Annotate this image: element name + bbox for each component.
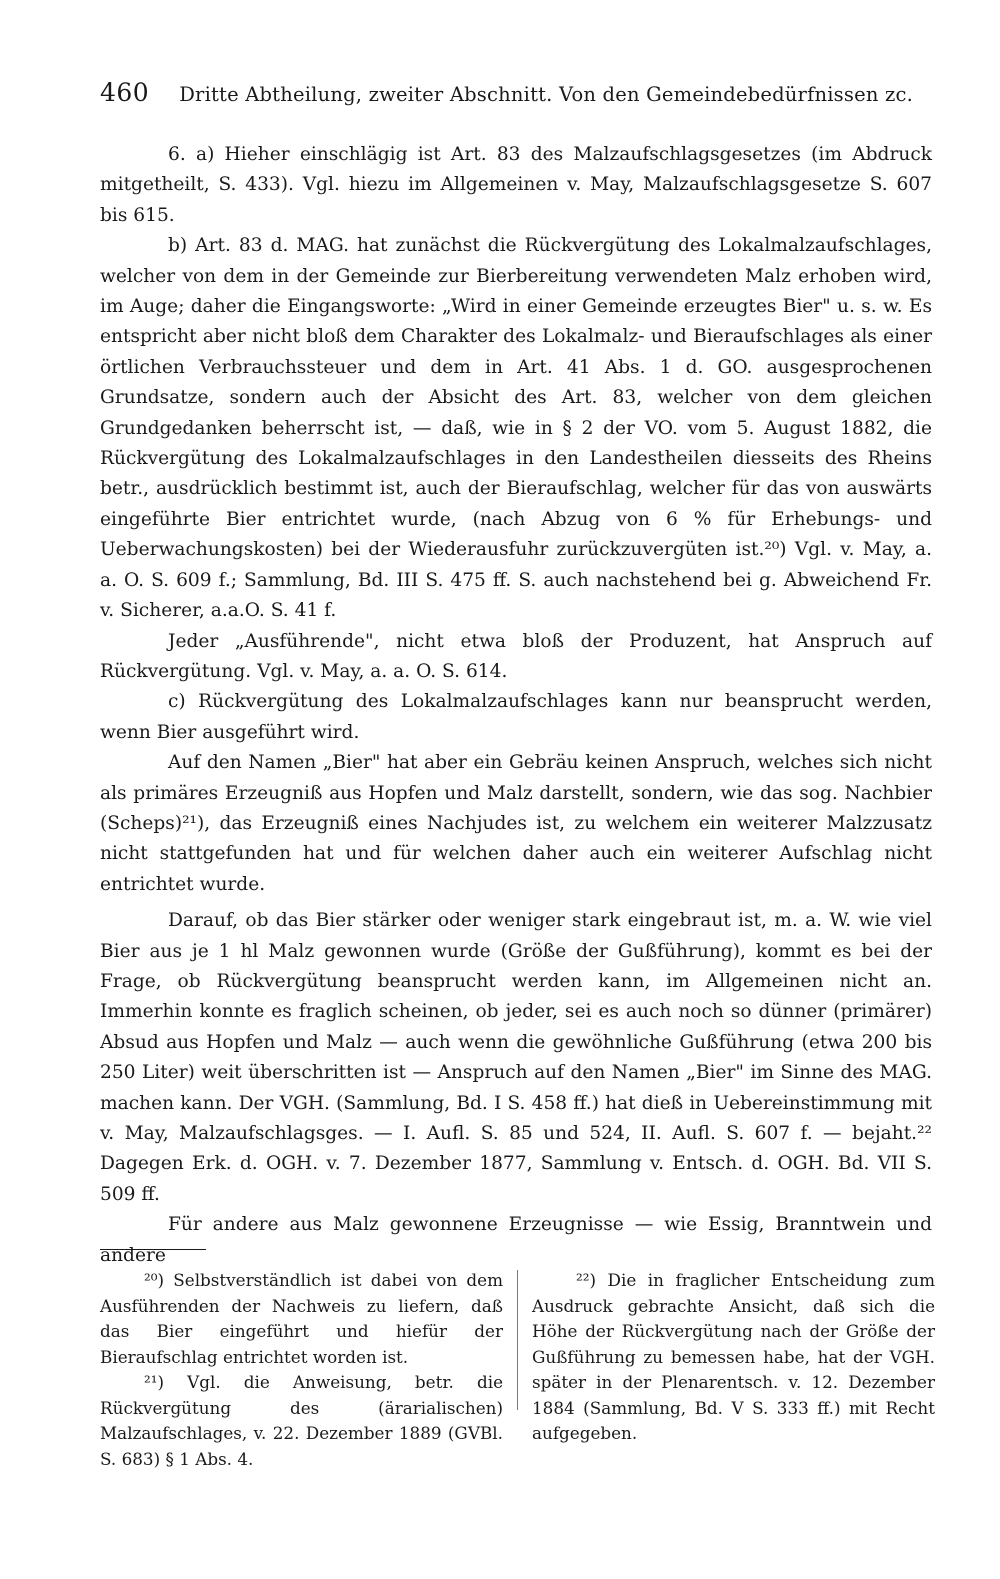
footnote-column-divider <box>517 1270 518 1410</box>
paragraph-ausfuehrende: Jeder „Ausführende", nicht etwa bloß der Produzent, hat Anspruch auf Rückvergütung. Vgl. v. May, a. a. O. S. 614. <box>100 630 932 682</box>
paragraph-andere-erzeugnisse: Für andere aus Malz gewonnene Erzeugnisse — wie Essig, Branntwein und andere <box>100 1214 932 1266</box>
paragraph-6c: c) Rückvergütung des Lokalmalzaufschlages kann nur beansprucht werden, wenn Bier ausgeführt wird. <box>100 691 932 743</box>
paragraph-bier-name: Auf den Namen „Bier" hat aber ein Gebräu keinen Anspruch, welches sich nicht als primäres Erzeugniß aus Hopfen und Malz darstellt, sondern, wie das sog. Nachbier (Scheps)²¹), das Erzeugniß eines Nachjudes ist, zu welchem ein weiterer Malzzusatz nicht stattgefunden hat und für welchen daher auch ein weiterer Aufschlag nicht entrichtet wurde. <box>100 752 932 895</box>
paragraph-gussfuehrung: Darauf, ob das Bier stärker oder weniger stark eingebraut ist, m. a. W. wie viel Bier aus je 1 hl Malz gewonnen wurde (Größe der Gußführung), kommt es bei der Frage, ob Rückvergütung beansprucht werden kann, im Allgemeinen nicht an. Immerhin konnte es fraglich scheinen, ob jeder, sei es auch noch so dünner (primärer) Absud aus Hopfen und Malz — auch wenn die gewöhnliche Gußführung (etwa 200 bis 250 Liter) weit überschritten ist — Anspruch auf den Namen „Bier" im Sinne des MAG. machen kann. Der VGH. (Sammlung, Bd. I S. 458 ff.) hat dieß in Uebereinstimmung mit v. May, Malzaufschlagsges. — I. Aufl. S. 85 und 524, II. Aufl. S. 607 f. — bejaht.²² Dagegen Erk. d. OGH. v. 7. Dezember 1877, Sammlung v. Entsch. d. OGH. Bd. VII S. 509 ff. <box>100 910 932 1205</box>
footnote-22: ²²) Die in fraglicher Entscheidung zum Ausdruck gebrachte Ansicht, daß sich die Höhe der Rückvergütung nach der Größe der Gußführung zu bemessen habe, hat der VGH. später in der Plenarentsch. v. 12. Dezember 1884 (Sammlung, Bd. V S. 333 ff.) mit Recht aufgegeben. <box>532 1270 935 1443</box>
footnotes-right-column <box>532 1268 935 1472</box>
running-title: Dritte Abtheilung, zweiter Abschnitt. Von den Gemeindebedürfnissen zc. <box>179 83 913 106</box>
paragraph-6b: b) Art. 83 d. MAG. hat zunächst die Rückvergütung des Lokalmalzaufschlages, welcher von dem in der Gemeinde zur Bierbereitung verwendeten Malz erhoben wird, im Auge; daher die Eingangsworte: „Wird in einer Gemeinde erzeugtes Bier" u. s. w. Es entspricht aber nicht bloß dem Charakter des Lokalmalz- und Bieraufschlages als einer örtlichen Verbrauchssteuer und dem in Art. 41 Abs. 1 d. GO. ausgesprochenen Grundsatze, sondern auch der Absicht des Art. 83, welcher von dem gleichen Grundgedanken beherrscht ist, — daß, wie in § 2 der VO. vom 5. August 1882, die Rückvergütung des Lokalmalzaufschlages in den Landestheilen diesseits des Rheins betr., ausdrücklich bestimmt ist, auch der Bieraufschlag, welcher für das von auswärts eingeführte Bier entrichtet wurde, (nach Abzug von 6 % für Erhebungs- und Ueberwachungskosten) bei der Wiederausfuhr zurückzuvergüten ist.²⁰) Vgl. v. May, a. a. O. S. 609 f.; Sammlung, Bd. III S. 475 ff. S. auch nachstehend bei g. Abweichend Fr. v. Sicherer, a.a.O. S. 41 f. <box>100 235 932 622</box>
footnotes <box>100 1268 935 1472</box>
footnote-20: ²⁰) Selbstverständlich ist dabei von dem Ausführenden der Nachweis zu liefern, daß das Bier eingeführt und hiefür der Bieraufschlag entrichtet worden ist. <box>100 1270 503 1367</box>
page-number: 460 <box>100 78 150 107</box>
main-text <box>100 140 932 1271</box>
paragraph-6a: 6. a) Hieher einschlägig ist Art. 83 des Malzaufschlagsgesetzes (im Abdruck mitgetheilt, S. 433). Vgl. hiezu im Allgemeinen v. May, Malzaufschlagsgesetze S. 607 bis 615. <box>100 144 932 226</box>
footnote-separator <box>100 1249 206 1250</box>
page-header <box>100 78 940 107</box>
footnote-21: ²¹) Vgl. die Anweisung, betr. die Rückvergütung des (ärarialischen) Malzaufschlages, v. 22. Dezember 1889 (GVBl. S. 683) § 1 Abs. 4. <box>100 1372 503 1469</box>
footnotes-left-column <box>100 1268 503 1472</box>
